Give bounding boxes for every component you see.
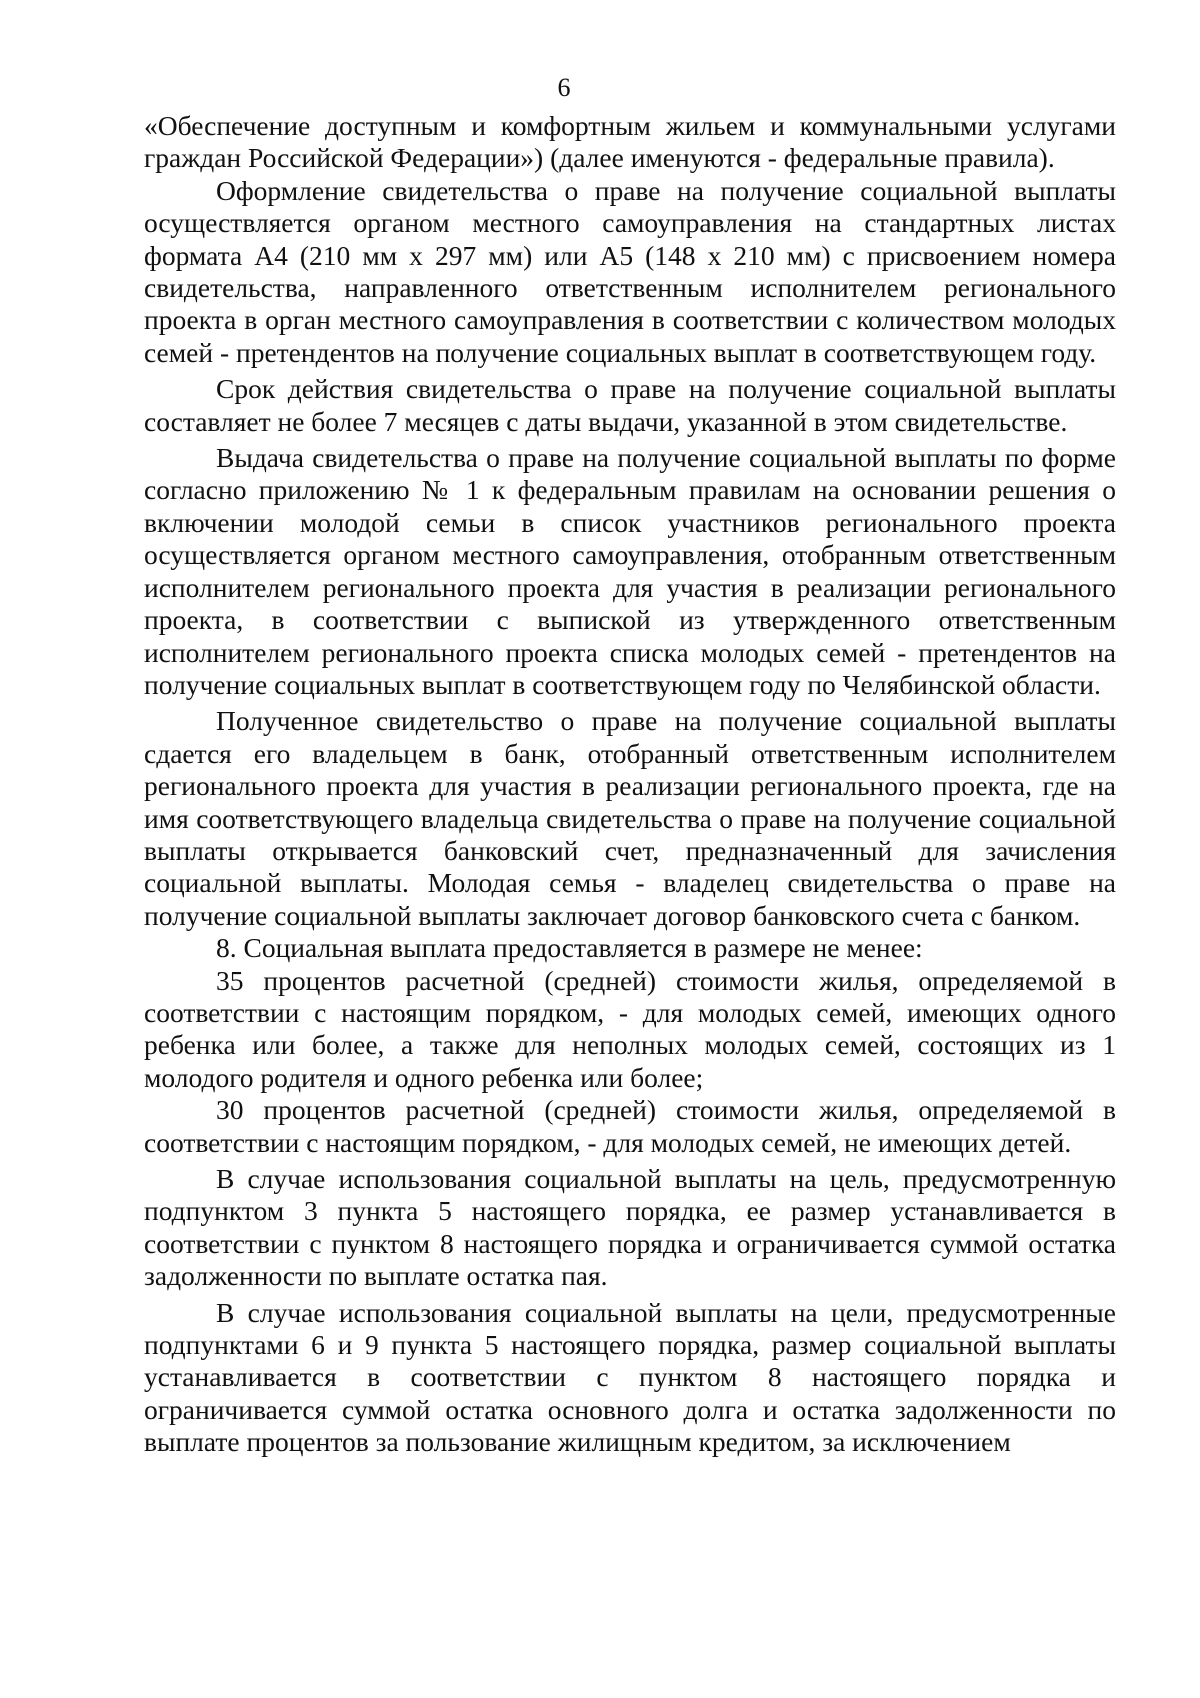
paragraph-certificate-bank: Полученное свидетельство о праве на получение социальной выплаты сдается его владельцем в банк, отобранный ответственным исполнителем регионального проекта для участия в реализации регионального проекта, где на имя соответствующего владельца свидетельства о праве на получение социальной выплаты открывается банковский счет, предназначенный для зачисления социальной выплаты. Молодая семья - владелец свидетельства о праве на получение социальной выплаты заключает договор банковского счета с банком. xyxy=(144,705,1116,931)
paragraph-certificate-issuance: Выдача свидетельства о праве на получение социальной выплаты по форме согласно приложению № 1 к федеральным правилам на основании решения о включении молодой семьи в список участников регионального проекта осуществляется органом местного самоуправления, отобранным ответственным исполнителем регионального проекта для участия в реализации регионального проекта, в соответствии с выпиской из утвержденного ответственным исполнителем регионального проекта списка молодых семей - претендентов на получение социальных выплат в соответствующем году по Челябинской области. xyxy=(144,442,1116,700)
paragraph-subitems-6-9-case: В случае использования социальной выплаты на цели, предусмотренные подпунктами 6 и 9 пункта 5 настоящего порядка, размер социальной выплаты устанавливается в соответствии с пунктом 8 настоящего порядка и ограничивается суммой остатка основного долга и остатка задолженности по выплате процентов за пользование жилищным кредитом, за исключением xyxy=(144,1296,1116,1458)
document-body xyxy=(144,110,1116,1459)
paragraph-certificate-registration: Оформление свидетельства о праве на получение социальной выплаты осуществляется органом местного самоуправления на стандартных листах формата А4 (210 мм х 297 мм) или А5 (148 х 210 мм) с присвоением номера свидетельства, направленного ответственным исполнителем регионального проекта в орган местного самоуправления в соответствии с количеством молодых семей - претендентов на получение социальных выплат в соответствующем году. xyxy=(144,174,1116,368)
paragraph-certificate-validity: Срок действия свидетельства о праве на получение социальной выплаты составляет не более 7 месяцев с даты выдачи, указанной в этом свидетельстве. xyxy=(144,373,1116,437)
page-number: 6 xyxy=(557,73,571,102)
paragraph-35-percent: 35 процентов расчетной (средней) стоимости жилья, определяемой в соответствии с настоящим порядком, - для молодых семей, имеющих одного ребенка или более, а также для неполных молодых семей, состоящих из 1 молодого родителя и одного ребенка или более; xyxy=(144,964,1116,1093)
paragraph-item-8: 8. Социальная выплата предоставляется в размере не менее: xyxy=(216,932,923,964)
paragraph-subitem-3-case: В случае использования социальной выплаты на цель, предусмотренную подпунктом 3 пункта 5 настоящего порядка, ее размер устанавливается в соответствии с пунктом 8 настоящего порядка и ограничивается суммой остатка задолженности по выплате остатка пая. xyxy=(144,1163,1116,1292)
paragraph-continuation: «Обеспечение доступным и комфортным жильем и коммунальными услугами граждан Российской Федерации») (далее именуются - федеральные правила). xyxy=(144,110,1116,174)
paragraph-30-percent: 30 процентов расчетной (средней) стоимости жилья, определяемой в соответствии с настоящим порядком, - для молодых семей, не имеющих детей. xyxy=(144,1094,1116,1158)
